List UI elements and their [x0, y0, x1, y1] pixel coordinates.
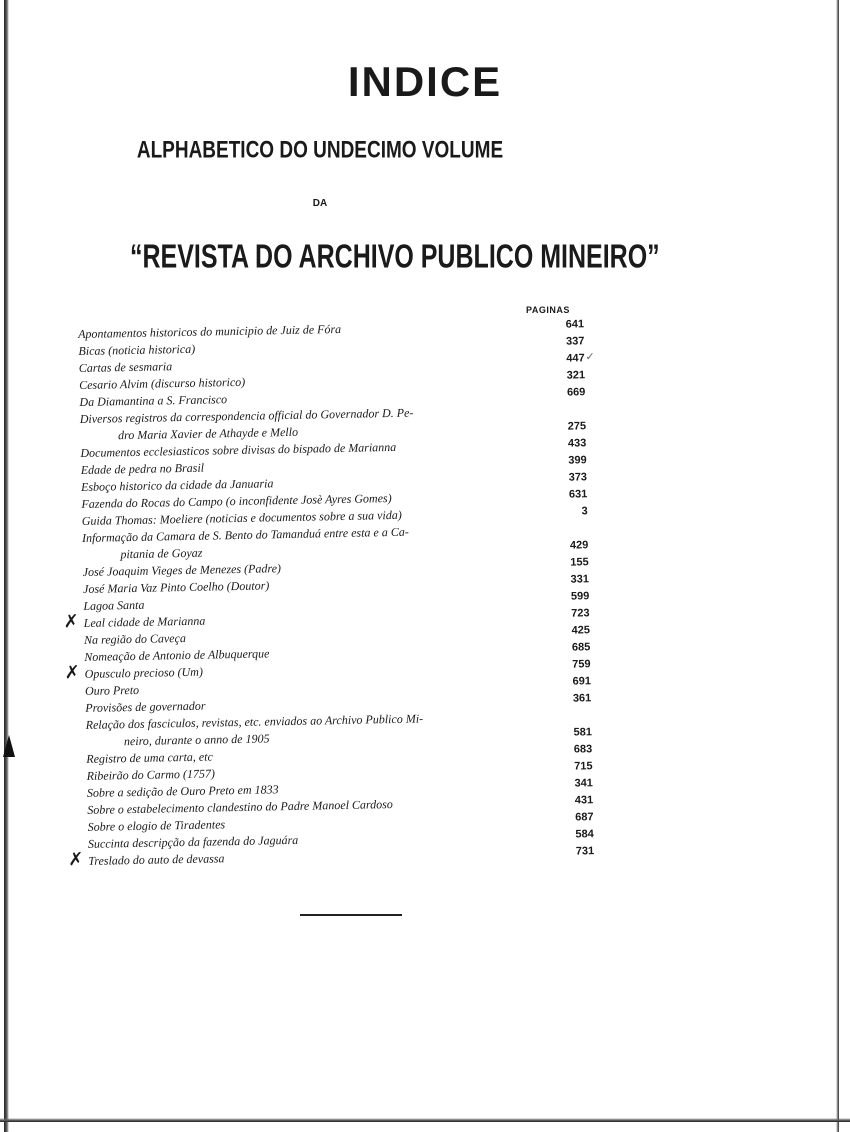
entry-page: 641 [565, 318, 585, 331]
entry-page: 361 [572, 692, 592, 705]
entry-page: 321 [566, 369, 586, 382]
entry-page: 731 [575, 845, 595, 858]
entry-title: Sobre o estabelecimento clandestino do Padre Manoel Cardoso [87, 797, 393, 817]
entry-page: 631 [568, 488, 588, 501]
entry-title: Esboço historico da cidade da Januaria [80, 476, 274, 494]
entry-page: 433 [567, 437, 587, 450]
entry-page: 691 [572, 675, 592, 688]
entry-page: 669 [566, 386, 586, 399]
entry-title: Cesario Alvim (discurso historico) [78, 374, 246, 392]
entry-page [548, 520, 588, 521]
entry-page: 341 [574, 777, 593, 790]
entry-title: Apontamentos historicos do municipio de Juiz de Fóra [78, 321, 342, 341]
entry-page: 373 [568, 471, 588, 484]
entry-title: Diversos registros da correspondencia official do Governador D. Pe- [79, 405, 414, 426]
spine-arrow-mark [3, 735, 15, 757]
entry-title: Relação dos fasciculos, revistas, etc. enviados ao Archivo Publico Mi- [85, 711, 424, 732]
index-list [63, 316, 608, 871]
entry-page: 3 [581, 505, 588, 518]
entry-page: 275 [567, 420, 587, 433]
entry-title: dro Maria Xavier de Athayde e Mello [117, 424, 299, 443]
check-mark: ✓ [585, 351, 595, 364]
entry-page: 599 [570, 590, 590, 603]
entry-page: 155 [570, 556, 589, 569]
entry-title: Da Diamantina a S. Francisco [79, 392, 228, 409]
entry-title: José Joaquim Vieges de Menezes (Padre) [82, 561, 282, 579]
entry-title: neiro, durante o anno de 1905 [123, 731, 270, 749]
page-edge-bottom [0, 1118, 850, 1122]
entry-page [551, 707, 591, 708]
entry-title: Provisões de governador [85, 698, 206, 715]
entry-title: Na região do Caveça [83, 630, 187, 647]
entry-page: 685 [571, 641, 591, 654]
page-title: INDICE [347, 58, 503, 105]
entry-title: Cartas de sesmaria [78, 359, 173, 375]
page-subtitle: ALPHABETICO DO UNDECIMO VOLUME [136, 137, 504, 164]
entry-page: 429 [569, 539, 589, 552]
end-rule-divider [300, 914, 402, 916]
entry-title: Sobre a sedição de Ouro Preto em 1833 [86, 782, 279, 800]
entry-title: Nomeação de Antonio de Albuquerque [84, 646, 270, 664]
entry-title: Opusculo precioso (Um) [84, 664, 203, 681]
entry-page [546, 401, 586, 402]
cross-mark: ✗ [68, 848, 84, 871]
journal-title: “REVISTA DO ARCHIVO PUBLICO MINEIRO” [130, 238, 660, 276]
entry-page: 331 [570, 573, 590, 586]
entry-page: 425 [571, 624, 591, 637]
entry-page: 337 [565, 335, 585, 348]
entry-title: Fazenda do Rocas do Campo (o inconfidente Josè Ayres Gomes) [81, 491, 392, 511]
entry-title: Leal cidade de Marianna [83, 613, 206, 630]
page-edge-left [4, 0, 9, 1132]
entry-page: 447 [566, 352, 585, 365]
entry-title: Registro de uma carta, etc [86, 749, 213, 766]
column-label-pages: PAGINAS [526, 305, 570, 315]
entry-title: Succinta descripção da fazenda do Jaguára [87, 832, 299, 851]
entry-title: Informação da Camara de S. Bento do Tamanduá entre esta e a Ca- [81, 524, 409, 545]
page-edge-right [836, 0, 839, 1132]
entry-page: 723 [571, 607, 590, 620]
entry-page: 399 [568, 454, 587, 467]
entry-page: 584 [575, 828, 594, 841]
entry-title: Guida Thomas: Moeliere (noticias e documentos sobre a sua vida) [81, 507, 402, 528]
entry-page: 759 [572, 658, 591, 671]
entry-page: 715 [574, 760, 593, 773]
entry-page: 581 [573, 726, 593, 739]
entry-title: Sobre o elogio de Tiradentes [87, 817, 226, 834]
entry-title: José Maria Vaz Pinto Coelho (Doutor) [82, 578, 270, 596]
entry-title: Documentos ecclesiasticos sobre divisas do bispado de Marianna [80, 439, 397, 460]
entry-title: Treslado do auto de devassa [88, 851, 225, 868]
entry-title: Edade de pedra no Brasil [80, 460, 205, 477]
entry-title: pitania de Goyaz [120, 545, 203, 562]
entry-page: 683 [573, 743, 593, 756]
entry-title: Ouro Preto [84, 682, 140, 698]
connector-word: DA [312, 198, 328, 209]
cross-mark: ✗ [63, 611, 79, 633]
entry-page: 431 [574, 794, 594, 807]
entry-title: Lagoa Santa [83, 597, 145, 613]
entry-title: Bicas (noticia historica) [78, 341, 196, 358]
entry-page: 687 [575, 811, 594, 824]
cross-mark: ✗ [64, 662, 80, 684]
entry-title: Ribeirão do Carmo (1757) [86, 766, 216, 783]
